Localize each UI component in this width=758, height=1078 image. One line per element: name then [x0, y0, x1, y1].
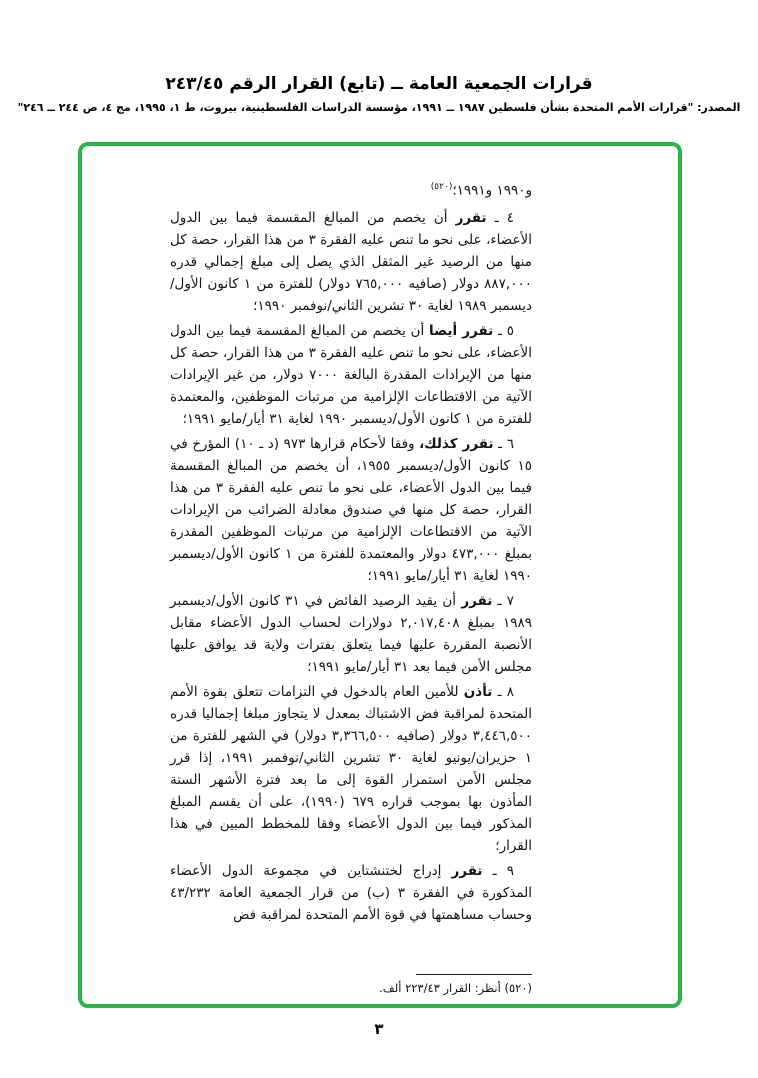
operative-verb: تقرر — [455, 209, 487, 226]
resolution-paragraph-7 — [170, 590, 532, 678]
paragraph-text: للأمين العام بالدخول في التزامات تتعلق بقوة الأمم المتحدة لمراقبة فض الاشتباك بمعدل لا يتجاوز مبلغا إجماليا قدره ٣,٤٤٦,٥٠٠ دولار (صافيه ٣,٣٦٦,٥٠٠ دولار) في الشهر للفترة من ١ حزيران/يونيو لغاية ٣٠ تشرين الثاني/نوفمبر ١٩٩١، إذا قرر مجلس الأمن استمرار القوة إلى ما بعد فترة الأشهر الستة المأذون بها بموجب قراره ٦٧٩ (١٩٩٠)، على أن يقسم المبلغ المذكور فيما بين الدول الأعضاء وفقا للمخطط المبين في هذا القرار؛ — [170, 683, 533, 854]
resolution-paragraph-9 — [170, 860, 532, 926]
resolution-paragraph-8 — [170, 681, 532, 857]
operative-verb: تأذن — [463, 683, 493, 700]
operative-verb: تقرر أيضا — [429, 322, 494, 339]
document-header — [0, 0, 758, 114]
page-title: قرارات الجمعية العامة ــ (تابع) القرار الرقم ٢٤٣/٤٥ — [165, 74, 593, 94]
continuation-text: و١٩٩٠ و١٩٩١؛ — [452, 182, 532, 199]
page-number: ٣ — [374, 1020, 384, 1038]
operative-verb: تقرر — [451, 862, 483, 879]
source-line: المصدر: "قرارات الأمم المتحدة بشأن فلسطين ١٩٨٧ ــ ١٩٩١، مؤسسة الدراسات الفلسطينية، بيروت، ط ١، ١٩٩٥، مج ٤، ص ٢٤٤ ــ ٢٤٦" — [17, 101, 741, 114]
paragraph-text: أن يخصم من المبالغ المقسمة فيما بين الدول الأعضاء، على نحو ما تنص عليه الفقرة ٣ من هذا القرار، حصة كل منها من الرصيد غير المثقل الذي يصل إلى مبلغ إجمالي قدره ٨٨٧,٠٠٠ دولار (صافيه ٧٦٥,٠٠٠ دولار) للفترة من ١ كانون الأول/ديسمبر ١٩٨٩ لغاية ٣٠ تشرين الثاني/نوفمبر ١٩٩٠؛ — [170, 209, 532, 314]
footnote-ref: (٥٢٠) — [430, 182, 453, 192]
paragraph-number: ٩ ـ — [492, 862, 515, 879]
resolution-text — [170, 176, 532, 929]
footnote-area — [170, 974, 532, 996]
paragraph-text: وفقا لأحكام قرارها ٩٧٣ (د ـ ١٠) المؤرخ في ١٥ كانون الأول/ديسمبر ١٩٥٥، أن يخصم من المبالغ المقسمة فيما بين الدول الأعضاء، على نحو ما تنص عليه الفقرة ٣ من هذا القرار، حصة كل منها في صندوق معادلة الضرائب من الإيرادات الآتية من الاقتطاعات الإلزامية من مرتبات الموظفين المقدرة بمبلغ ٤٧٣,٠٠٠ دولار والمعتمدة للفترة من ١ كانون الأول/ديسمبر ١٩٩٠ لغاية ٣١ أيار/مايو ١٩٩١؛ — [170, 435, 533, 584]
operative-verb: تقرر كذلك، — [419, 435, 494, 452]
paragraph-number: ٧ ـ — [497, 592, 514, 609]
resolution-paragraph-6 — [170, 433, 532, 587]
paragraph-number: ٤ ـ — [494, 209, 514, 226]
paragraph-number: ٨ ـ — [497, 683, 515, 700]
operative-verb: تقرر — [461, 592, 493, 609]
resolution-paragraph-4 — [170, 207, 532, 317]
footnote-separator — [416, 974, 532, 975]
content-frame — [78, 142, 682, 1008]
footnote: (٥٢٠) أنظر: القرار ٢٢٣/٤٣ ألف. — [379, 981, 532, 995]
paragraph-number: ٦ ـ — [498, 435, 514, 452]
paragraph-text: أن يقيد الرصيد الفائض في ٣١ كانون الأول/ديسمبر ١٩٨٩ بمبلغ ٢,٠١٧,٤٠٨ دولارات لحساب الدول الأعضاء مقابل الأنصبة المقررة عليها فيما يتعلق بفترات ولاية قد يوافق عليها مجلس الأمن فيما بعد ٣١ أيار/مايو ١٩٩١؛ — [170, 592, 532, 675]
resolution-paragraph-5 — [170, 320, 532, 430]
paragraph-text: أن يخصم من المبالغ المقسمة فيما بين الدول الأعضاء، على نحو ما تنص عليه الفقرة ٣ من هذا القرار، حصة كل منها من الإيرادات المقدرة البالغة ٧٠٠٠ دولار، من غير الإيرادات الآتية من الاقتطاعات الإلزامية من مرتبات الموظفين، والمعتمدة للفترة من ١ كانون الأول/ديسمبر ١٩٩٠ لغاية ٣١ أيار/مايو ١٩٩١؛ — [170, 322, 532, 427]
paragraph-number: ٥ ـ — [498, 322, 514, 339]
paragraph-text: إدراج لختنشتاين في مجموعة الدول الأعضاء المذكورة في الفقرة ٣ (ب) من قرار الجمعية العامة ٤٣/٢٣٢ وحساب مساهمتها في قوة الأمم المتحدة لمراقبة فض — [170, 862, 533, 923]
continuation-line — [170, 176, 532, 202]
